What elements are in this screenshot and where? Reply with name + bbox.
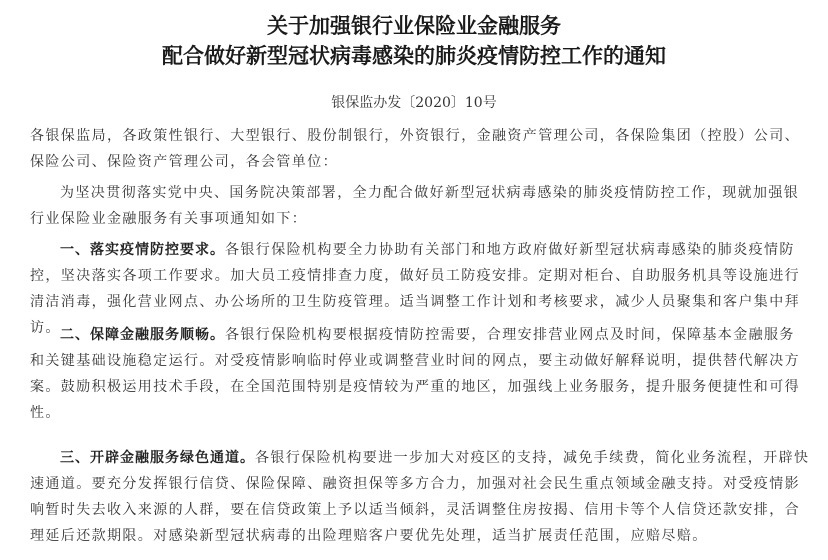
title-line-2: 配合做好新型冠状病毒感染的肺炎疫情防控工作的通知 <box>162 44 666 68</box>
section-3-paragraph <box>30 445 810 549</box>
section-3-body: 各银行保险机构要进一步加大对疫区的支持，减免手续费，简化业务流程，开辟快速通道。要充分发挥银行信贷、保险保障、融资担保等多方合力，加强对社会民生重点领域金融支持。对受疫情影响暂时失去收入来源的人群，要在信贷政策上予以适当倾斜，灵活调整住房按揭、信用卡等个人信贷还款安排，合理延后还款期限。对感染新型冠状病毒的出险理赔客户要优先处理，适当扩展责任范围，应赔尽赔。 <box>30 450 810 544</box>
section-3-heading: 三、开辟金融服务绿色通道。 <box>60 450 255 466</box>
section-1-heading: 一、落实疫情防控要求。 <box>60 242 225 258</box>
title-line-1: 关于加强银行业保险业金融服务 <box>267 14 561 38</box>
recipients-paragraph: 各银保监局，各政策性银行、大型银行、股份制银行，外资银行，金融资产管理公司，各保险集团（控股）公司、保险公司、保险资产管理公司，各会管单位： <box>30 128 800 170</box>
document-number: 银保监办发〔2020〕10号 <box>331 95 497 111</box>
section-2-heading: 二、保障金融服务顺畅。 <box>60 327 225 343</box>
section-1-body: 各银行保险机构要全力协助有关部门和地方政府做好新型冠状病毒感染的肺炎疫情防控，坚决落实各项工作要求。加大员工疫情排查力度，做好员工防疫安排。定期对柜台、自助服务机具等设施进行清洁消毒，强化营业网点、办公场所的卫生防疫管理。适当调整工作计划和考核要求，减少人员聚集和客户集中拜访。 <box>30 242 800 336</box>
section-2-paragraph <box>30 322 810 426</box>
section-2-body: 各银行保险机构要根据疫情防控需要，合理安排营业网点及时间，保障基本金融服务和关键基础设施稳定运行。对受疫情影响临时停业或调整营业时间的网点，要主动做好解释说明，提供替代解决方案。鼓励积极运用技术手段，在全国范围特别是疫情较为严重的地区，加强线上业务服务，提升服务便捷性和可得性。 <box>30 327 800 421</box>
intro-paragraph: 为坚决贯彻落实党中央、国务院决策部署，全力配合做好新型冠状病毒感染的肺炎疫情防控工作，现就加强银行业保险业金融服务有关事项通知如下： <box>30 185 800 227</box>
